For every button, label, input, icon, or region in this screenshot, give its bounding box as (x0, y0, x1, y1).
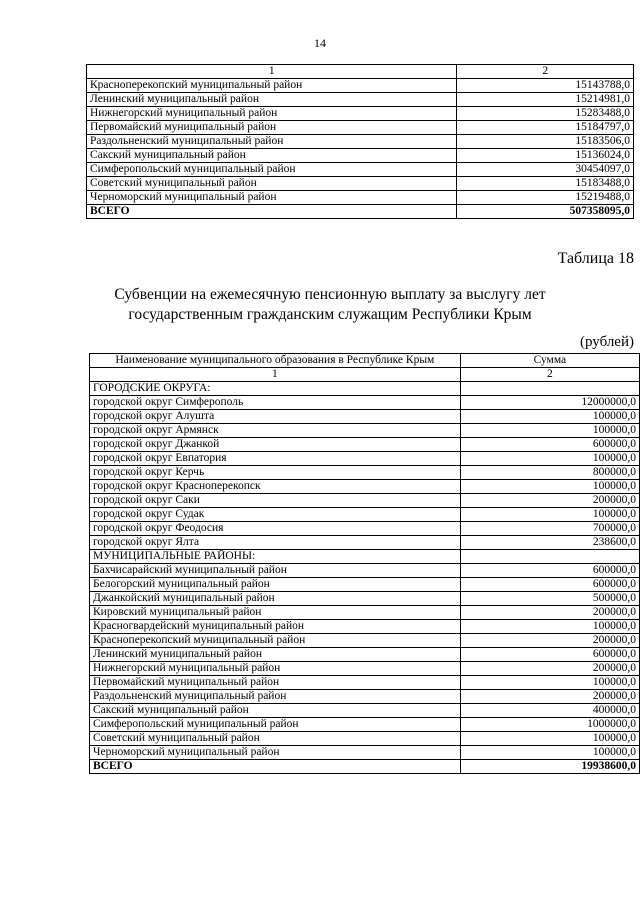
row-value: 15143788,0 (457, 79, 634, 93)
row-value: 100000,0 (460, 452, 639, 466)
row-value: 800000,0 (460, 466, 639, 480)
row-value: 400000,0 (460, 704, 639, 718)
row-value: 100000,0 (460, 746, 639, 760)
table-row (90, 732, 640, 746)
row-value: 15214981,0 (457, 93, 634, 107)
row-value: 600000,0 (460, 578, 639, 592)
row-label: МУНИЦИПАЛЬНЫЕ РАЙОНЫ: (90, 550, 461, 564)
units-label: (рублей) (579, 334, 634, 350)
row-value: 15183506,0 (457, 135, 634, 149)
table-18 (89, 353, 640, 774)
table-row (87, 107, 634, 121)
row-label: Ленинский муниципальный район (87, 93, 457, 107)
row-label: Нижнегорский муниципальный район (87, 107, 457, 121)
row-label: Черноморский муниципальный район (87, 191, 457, 205)
table-row (90, 746, 640, 760)
row-label: Нижнегорский муниципальный район (90, 662, 461, 676)
total-row (87, 205, 634, 219)
table-label: Таблица 18 (557, 250, 634, 267)
table-row (87, 135, 634, 149)
row-value: 238600,0 (460, 536, 639, 550)
row-label: городской округ Армянск (90, 424, 461, 438)
row-label: Бахчисарайский муниципальный район (90, 564, 461, 578)
section-row-urban (90, 382, 640, 396)
row-label: Первомайский муниципальный район (90, 676, 461, 690)
row-value: 200000,0 (460, 690, 639, 704)
row-label: Сакский муниципальный район (87, 149, 457, 163)
table-row (90, 508, 640, 522)
row-value: 600000,0 (460, 438, 639, 452)
table-top (86, 64, 634, 219)
table-row (90, 578, 640, 592)
row-label: Красногвардейский муниципальный район (90, 620, 461, 634)
column-number-1: 1 (90, 368, 461, 382)
table-row (87, 79, 634, 93)
row-label: городской округ Феодосия (90, 522, 461, 536)
row-label: городской округ Алушта (90, 410, 461, 424)
row-label: Симферопольский муниципальный район (87, 163, 457, 177)
row-label: ВСЕГО (87, 205, 457, 219)
table-18-body (90, 354, 640, 774)
row-value: 200000,0 (460, 606, 639, 620)
row-label: Раздольненский муниципальный район (90, 690, 461, 704)
row-value: 15219488,0 (457, 191, 634, 205)
table-row (90, 620, 640, 634)
row-label: Красноперекопский муниципальный район (90, 634, 461, 648)
table-row (90, 662, 640, 676)
column-number-2: 2 (460, 368, 639, 382)
row-value: 100000,0 (460, 620, 639, 634)
row-label: Советский муниципальный район (87, 177, 457, 191)
row-value: 100000,0 (460, 410, 639, 424)
row-label: Красноперекопский муниципальный район (87, 79, 457, 93)
table-row (87, 177, 634, 191)
table-row (90, 410, 640, 424)
table-row (87, 93, 634, 107)
column-number-1: 1 (87, 65, 457, 79)
row-label: Симферопольский муниципальный район (90, 718, 461, 732)
table-row (90, 564, 640, 578)
row-value: 100000,0 (460, 424, 639, 438)
row-value: 600000,0 (460, 648, 639, 662)
row-label: городской округ Симферополь (90, 396, 461, 410)
row-value: 19938600,0 (460, 760, 639, 774)
table-row (90, 480, 640, 494)
row-label: Первомайский муниципальный район (87, 121, 457, 135)
column-number-2: 2 (457, 65, 634, 79)
table-row (90, 438, 640, 452)
column-number-row (90, 368, 640, 382)
row-label: Раздольненский муниципальный район (87, 135, 457, 149)
table-title: Субвенции на ежемесячную пенсионную выплату за выслугу лет государственным гражданским служащим Республики Крым (114, 286, 546, 323)
row-value: 15183488,0 (457, 177, 634, 191)
row-label: городской округ Джанкой (90, 438, 461, 452)
table-row (87, 121, 634, 135)
row-value: 30454097,0 (457, 163, 634, 177)
row-label: Сакский муниципальный район (90, 704, 461, 718)
row-value (460, 382, 639, 396)
row-label: Белогорский муниципальный район (90, 578, 461, 592)
row-value: 100000,0 (460, 508, 639, 522)
row-value: 600000,0 (460, 564, 639, 578)
table-row (90, 704, 640, 718)
table-row (90, 522, 640, 536)
row-label: городской округ Судак (90, 508, 461, 522)
column-header-name: Наименование муниципального образования в Республике Крым (90, 354, 461, 368)
table-row (90, 466, 640, 480)
row-label: ГОРОДСКИЕ ОКРУГА: (90, 382, 461, 396)
row-value: 200000,0 (460, 662, 639, 676)
row-value: 100000,0 (460, 676, 639, 690)
table-row (90, 634, 640, 648)
table-row (90, 592, 640, 606)
row-value: 700000,0 (460, 522, 639, 536)
row-label: Черноморский муниципальный район (90, 746, 461, 760)
row-value: 100000,0 (460, 732, 639, 746)
table-header-row (87, 65, 634, 79)
row-value: 15136024,0 (457, 149, 634, 163)
table-row (90, 424, 640, 438)
row-label: городской округ Красноперекопск (90, 480, 461, 494)
row-value: 100000,0 (460, 480, 639, 494)
table-row (90, 718, 640, 732)
table-row (90, 690, 640, 704)
row-value: 200000,0 (460, 494, 639, 508)
table-row (90, 396, 640, 410)
row-label: городской округ Саки (90, 494, 461, 508)
table-top-body (87, 65, 634, 219)
row-value: 12000000,0 (460, 396, 639, 410)
row-value: 507358095,0 (457, 205, 634, 219)
row-label: городской округ Евпатория (90, 452, 461, 466)
table-row (90, 536, 640, 550)
row-label: ВСЕГО (90, 760, 461, 774)
row-label: Советский муниципальный район (90, 732, 461, 746)
table-header-row (90, 354, 640, 368)
row-value: 200000,0 (460, 634, 639, 648)
row-value: 500000,0 (460, 592, 639, 606)
row-value: 15184797,0 (457, 121, 634, 135)
page-number: 14 (314, 36, 326, 50)
table-row (87, 191, 634, 205)
total-row (90, 760, 640, 774)
row-label: Джанкойский муниципальный район (90, 592, 461, 606)
table-row (87, 163, 634, 177)
table-row (90, 494, 640, 508)
row-label: городской округ Керчь (90, 466, 461, 480)
column-header-sum: Сумма (460, 354, 639, 368)
row-label: городской округ Ялта (90, 536, 461, 550)
table-row (90, 648, 640, 662)
row-value: 15283488,0 (457, 107, 634, 121)
table-row (87, 149, 634, 163)
section-row-districts (90, 550, 640, 564)
table-row (90, 452, 640, 466)
row-label: Ленинский муниципальный район (90, 648, 461, 662)
row-label: Кировский муниципальный район (90, 606, 461, 620)
row-value: 1000000,0 (460, 718, 639, 732)
table-row (90, 676, 640, 690)
row-value (460, 550, 639, 564)
table-row (90, 606, 640, 620)
